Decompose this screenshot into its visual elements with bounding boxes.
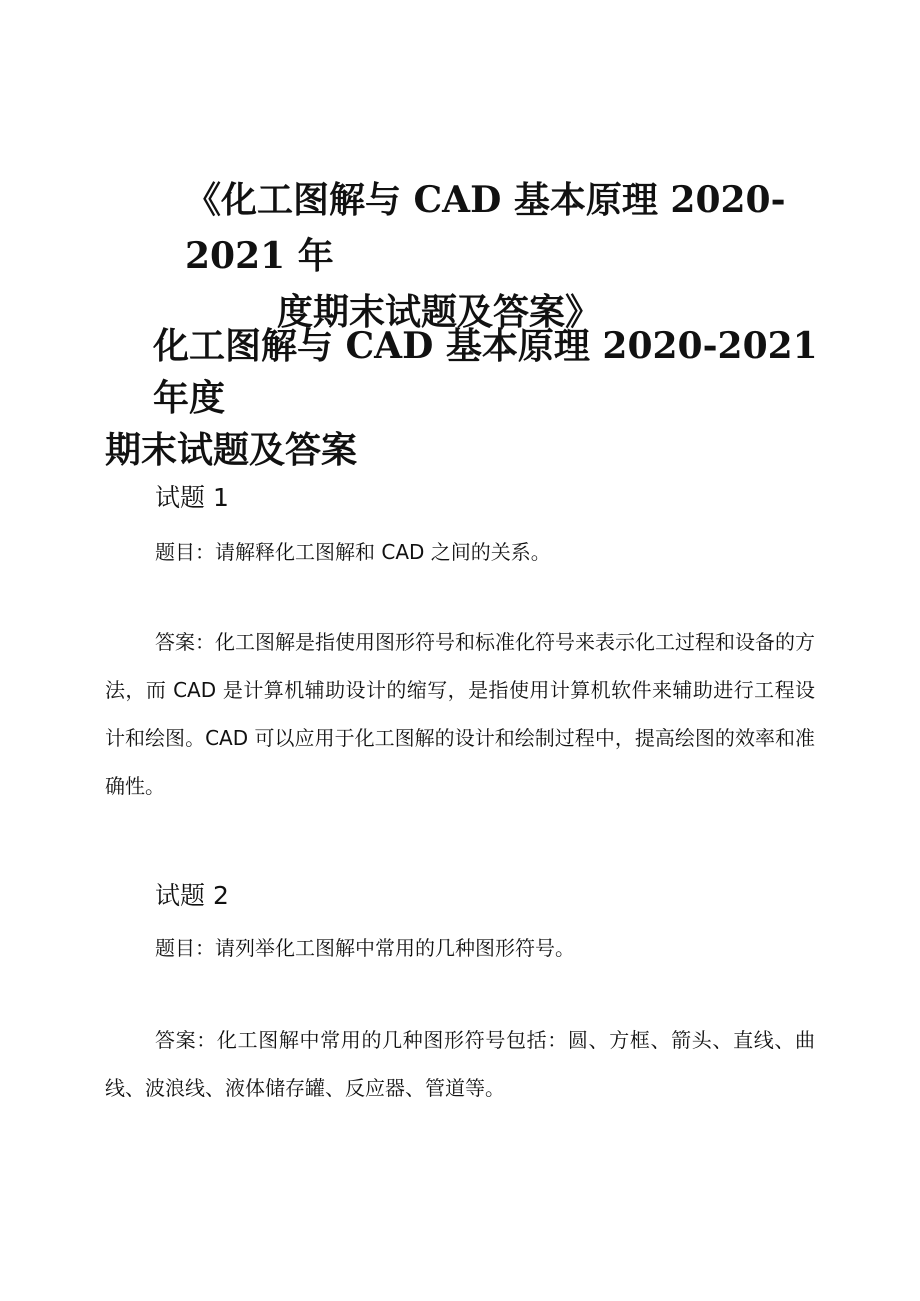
question-2-prompt: 题目：请列举化工图解中常用的几种图形符号。 [155, 936, 575, 960]
sub-title [105, 320, 825, 476]
question-2-heading: 试题 2 [155, 881, 229, 910]
main-title-line-1: 《化工图解与 CAD 基本原理 2020-2021 年 [185, 179, 786, 277]
sub-title-line-1: 化工图解与 CAD 基本原理 2020-2021 年度 [153, 325, 818, 419]
question-1-prompt: 题目：请解释化工图解和 CAD 之间的关系。 [155, 540, 551, 564]
question-1-text [105, 528, 815, 576]
question-1-heading: 试题 1 [155, 483, 229, 512]
sub-title-line-2: 期末试题及答案 [105, 429, 358, 471]
main-title-line-2: 度期末试题及答案》 [277, 291, 602, 333]
main-title [185, 172, 845, 340]
question-2-answer-text: 答案：化工图解中常用的几种图形符号包括：圆、方框、箭头、直线、曲线、波浪线、液体储存罐、反应器、管道等。 [105, 1028, 815, 1100]
question-1-answer [105, 618, 815, 810]
question-2-text [105, 924, 815, 972]
question-2-answer [105, 1016, 815, 1112]
question-1-answer-text: 答案：化工图解是指使用图形符号和标准化符号来表示化工过程和设备的方法，而 CAD 是计算机辅助设计的缩写，是指使用计算机软件来辅助进行工程设计和绘图。CAD 可以应用于化工图解的设计和绘制过程中，提高绘图的效率和准确性。 [105, 630, 815, 798]
